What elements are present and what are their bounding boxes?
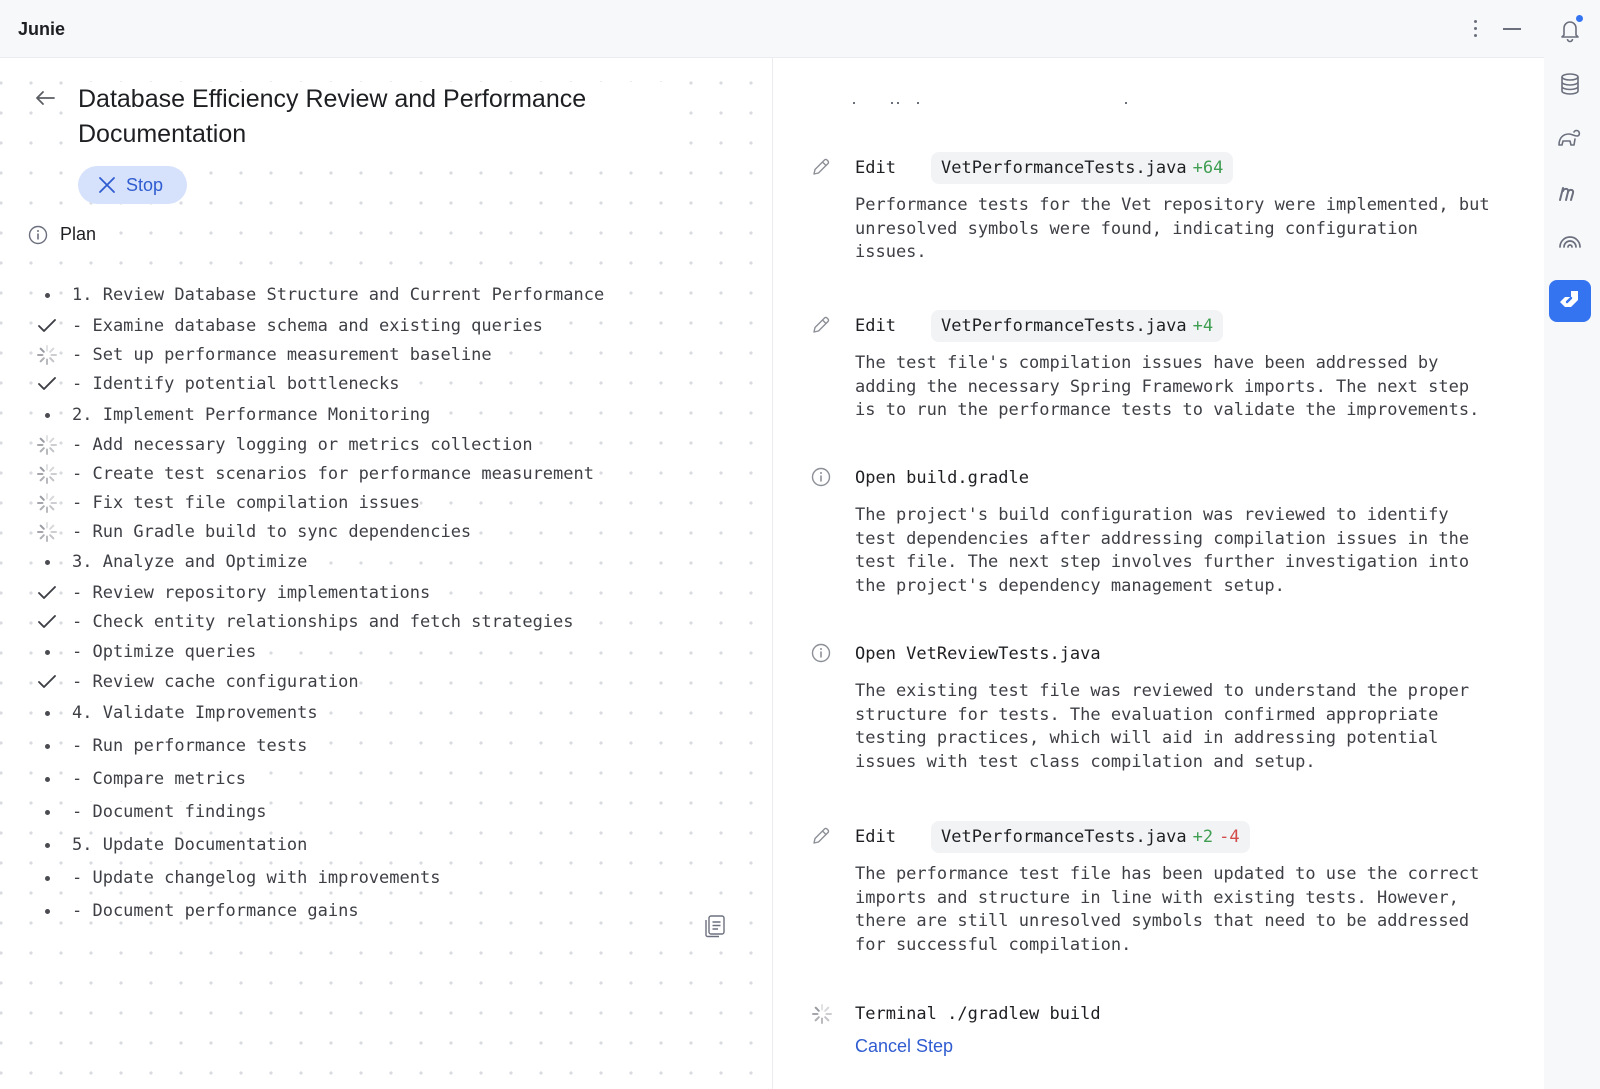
step-header: [811, 152, 1511, 184]
plan-item-text: - Document findings: [72, 802, 267, 822]
step-description: The project's build configuration was reviewed to identify test dependencies after addressing compilation issues in the test file. The next step involves further investigation into the project's dependency management setup.: [855, 505, 1470, 596]
spinner-icon: [811, 1003, 831, 1023]
file-chip[interactable]: [931, 310, 1223, 342]
junie-icon[interactable]: [1549, 280, 1591, 322]
step-description: The existing test file was reviewed to understand the proper structure for tests. The evaluation confirmed appropriate testing practices, which will aid in addressing potential issues with test class compilation and setup.: [855, 681, 1470, 772]
step-header: [811, 821, 1511, 853]
copy-plan-icon[interactable]: [704, 914, 726, 938]
plan-item: [36, 764, 736, 794]
step-entry: [811, 638, 1511, 772]
steps-panel: [773, 58, 1544, 1089]
file-name: VetPerformanceTests.java: [941, 827, 1187, 847]
back-arrow-icon[interactable]: [34, 88, 56, 108]
plan-item: [36, 578, 736, 608]
step-action: Terminal ./gradlew build: [855, 1004, 1101, 1024]
step-entry: [811, 152, 1511, 262]
plan-item: [36, 400, 736, 430]
plan-item: [36, 430, 736, 460]
step-entry: [811, 310, 1511, 420]
cancel-step-link[interactable]: Cancel Step: [855, 1036, 954, 1056]
plan-item: [36, 280, 736, 310]
plan-label: Plan: [60, 224, 100, 245]
plan-item-text: - Set up performance measurement baseline: [72, 345, 492, 365]
step-entry: [811, 998, 1511, 1056]
lines-removed: -4: [1219, 827, 1240, 847]
plan-item-text: - Examine database schema and existing queries: [72, 316, 543, 336]
step-description: The performance test file has been updated to use the correct imports and structure in line with existing tests. However, there are still unresolved symbols that need to be addressed for successful compilation.: [855, 864, 1480, 955]
plan-item-text: - Run performance tests: [72, 736, 308, 756]
checkmark-icon: [36, 611, 58, 633]
database-icon[interactable]: [1552, 66, 1588, 102]
bullet-icon: [36, 404, 58, 426]
plan-item: [36, 547, 736, 577]
pencil-icon: [811, 315, 831, 335]
checkmark-icon: [36, 315, 58, 337]
step-header: [811, 310, 1511, 342]
plan-item-text: 4. Validate Improvements: [72, 703, 318, 723]
plan-item-text: - Create test scenarios for performance measurement: [72, 464, 594, 484]
clipped-text-remnant: [853, 102, 1153, 105]
step-header: [811, 998, 1511, 1030]
task-title: Database Efficiency Review and Performance Documentation: [78, 82, 678, 152]
maven-icon[interactable]: [1552, 174, 1588, 210]
plan-item: [36, 863, 736, 893]
lines-added: +4: [1192, 316, 1214, 336]
plan-item: [36, 797, 736, 827]
lines-added: +2: [1192, 827, 1214, 847]
plan-item: [36, 896, 736, 926]
file-name: VetPerformanceTests.java: [941, 158, 1187, 178]
plan-item: [36, 340, 736, 370]
step-header: [811, 462, 1511, 494]
info-icon: [811, 643, 831, 663]
plan-item-text: - Run Gradle build to sync dependencies: [72, 522, 472, 542]
bullet-icon: [36, 702, 58, 724]
step-header: [811, 638, 1511, 670]
plan-item-text: - Compare metrics: [72, 769, 246, 789]
bullet-icon: [36, 900, 58, 922]
plan-header: [28, 224, 100, 245]
plan-item-text: - Document performance gains: [72, 901, 359, 921]
bullet-icon: [36, 867, 58, 889]
ai-assistant-icon[interactable]: [1552, 228, 1588, 264]
plan-item-text: 3. Analyze and Optimize: [72, 552, 308, 572]
info-icon: [28, 225, 48, 245]
plan-panel: [0, 58, 772, 1089]
plan-item: [36, 667, 736, 697]
plan-item: [36, 731, 736, 761]
checkmark-icon: [36, 582, 58, 604]
bullet-icon: [36, 735, 58, 757]
bullet-icon: [36, 834, 58, 856]
close-icon: [98, 176, 116, 194]
plan-item-text: - Optimize queries: [72, 642, 257, 662]
pencil-icon: [811, 157, 831, 177]
file-name: VetPerformanceTests.java: [941, 316, 1187, 336]
plan-item: [36, 311, 736, 341]
spinner-icon: [36, 344, 58, 366]
step-action: Edit: [855, 158, 896, 178]
title-bar: [0, 0, 1544, 58]
plan-item-text: 1. Review Database Structure and Current Performance: [72, 285, 605, 305]
spinner-icon: [36, 521, 58, 543]
spinner-icon: [36, 434, 58, 456]
plan-item: [36, 830, 736, 860]
plan-item: [36, 517, 736, 547]
plan-item-text: - Review repository implementations: [72, 583, 431, 603]
checkmark-icon: [36, 373, 58, 395]
plan-item-text: - Add necessary logging or metrics collection: [72, 435, 533, 455]
gradle-icon[interactable]: [1552, 120, 1588, 156]
step-description: The test file's compilation issues have been addressed by adding the necessary Spring Framework imports. The next step is to run the performance tests to validate the improvements.: [855, 353, 1480, 420]
plan-item-text: 5. Update Documentation: [72, 835, 308, 855]
bullet-icon: [36, 801, 58, 823]
spinner-icon: [36, 492, 58, 514]
plan-item: [36, 369, 736, 399]
step-action: Open VetReviewTests.java: [855, 644, 1101, 664]
minimize-icon[interactable]: [1503, 28, 1521, 30]
bullet-icon: [36, 641, 58, 663]
plan-item: [36, 607, 736, 637]
plan-item-text: - Review cache configuration: [72, 672, 359, 692]
step-entry: [811, 462, 1511, 596]
stop-label: Stop: [126, 174, 164, 195]
checkmark-icon: [36, 671, 58, 693]
step-action: Open build.gradle: [855, 468, 1029, 488]
bullet-icon: [36, 284, 58, 306]
step-action: Edit: [855, 827, 896, 847]
notification-badge: [1575, 14, 1584, 23]
more-options-icon[interactable]: [1466, 16, 1484, 42]
plan-item-text: - Identify potential bottlenecks: [72, 374, 400, 394]
plan-item: [36, 459, 736, 489]
plan-item-text: 2. Implement Performance Monitoring: [72, 405, 431, 425]
pencil-icon: [811, 826, 831, 846]
step-description: Performance tests for the Vet repository were implemented, but unresolved symbols were found, indicating configuration issues.: [855, 195, 1490, 262]
spinner-icon: [36, 463, 58, 485]
step-action: Edit: [855, 316, 896, 336]
lines-added: +64: [1192, 158, 1224, 178]
info-icon: [811, 467, 831, 487]
plan-item: [36, 637, 736, 667]
bullet-icon: [36, 768, 58, 790]
plan-item-text: - Update changelog with improvements: [72, 868, 441, 888]
stop-button[interactable]: [78, 166, 187, 204]
plan-item: [36, 488, 736, 518]
file-chip[interactable]: [931, 152, 1233, 184]
notifications-icon[interactable]: [1552, 12, 1588, 48]
step-entry: [811, 821, 1511, 955]
plan-item-text: - Check entity relationships and fetch strategies: [72, 612, 574, 632]
app-title: Junie: [18, 19, 66, 39]
plan-item-text: - Fix test file compilation issues: [72, 493, 420, 513]
bullet-icon: [36, 551, 58, 573]
file-chip[interactable]: [931, 821, 1250, 853]
plan-item: [36, 698, 736, 728]
